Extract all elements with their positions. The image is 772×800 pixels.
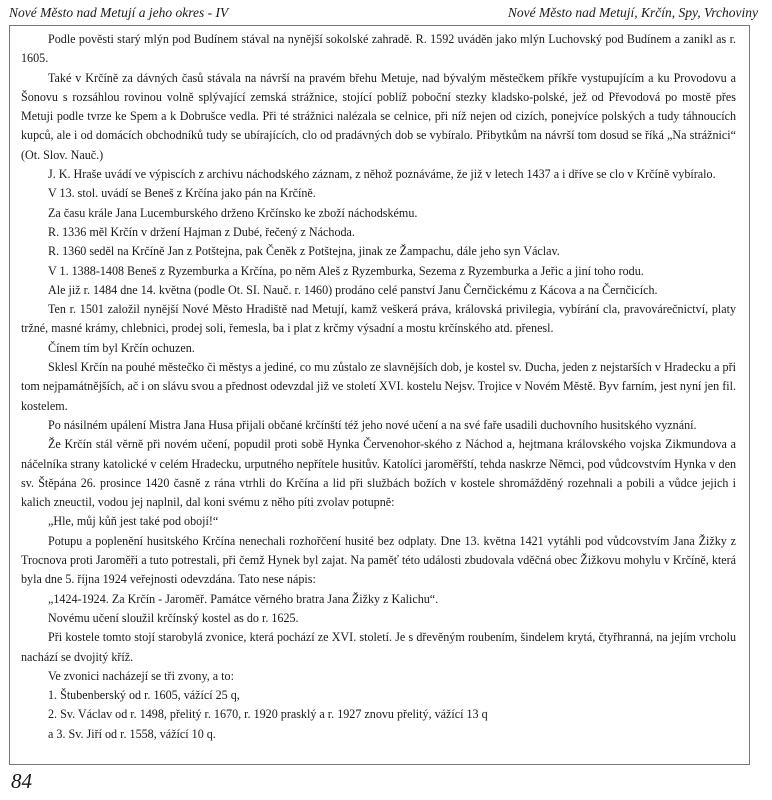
paragraph: R. 1336 měl Krčín v držení Hajman z Dubé, řečený z Náchoda.: [48, 224, 355, 239]
paragraph: Potupu a poplenění husitského Krčína nenechali rozhořčení husité bez odplaty. Dne 13. května 1421 vytáhli pod vůdcovstvím Jana Žižky z Trocnova proti Jaroměři a tuto potrestali, při čemž Hynek byl zajat. Na paměť této události zbudovala vděčná obec Žižkovu mohylu v Krčíně, která byla dne 5. října 1924 veřejnosti odevzdána. Tato nese nápis:: [21, 533, 736, 587]
paragraph: Ve zvonici nacházejí se tři zvony, a to:: [48, 668, 234, 683]
paragraph: Také v Krčíně za dávných časů stávala na návrší na pravém břehu Metuje, nad bývalým městečkem příkře vystupujícím a ku Provodovu a Šonovu s rozsáhlou rovinou volně splývající zemská strážnice, stojící poblíž poboční stezky kladsko-polské, jež od Převodová po mostě přes Metuji podle tvrze ke Spem a k Dobrušce vedla. Při té strážnici nalézala se celnice, při níž nejen od cizích, ponejvíce polských a tudy táhnoucích kupců, ale i od domácích obchodníků tudy se ubírajících, clo od pradávných dob se vybíralo. Přibytkům na návrší tom dosud se říká „Na strážnici“ (Ot. Slov. Nauč.): [21, 70, 736, 162]
list-item: 1. Štubenberský od r. 1605, vážící 25 q,: [48, 688, 240, 703]
paragraph: R. 1360 seděl na Krčíně Jan z Potštejna, pak Čeněk z Potštejna, jinak ze Žampachu, dále jeho syn Václav.: [48, 244, 560, 259]
paragraph: J. K. Hraše uvádí ve výpiscích z archivu náchodského záznam, z něhož poznáváme, že již v letech 1437 a i dříve se clo v Krčíně vybíralo.: [48, 167, 716, 182]
body-text: [21, 30, 736, 744]
list-item: 2. Sv. Václav od r. 1498, přelitý r. 1670, r. 1920 prasklý a r. 1927 znovu přelitý, vážící 13 q: [48, 707, 488, 722]
paragraph: Po násilném upálení Mistra Jana Husa přijali občané krčínští též jeho nové učení a na své faře usadili duchovního husitského vyznání.: [48, 417, 697, 432]
page-number: 84: [11, 769, 32, 793]
paragraph: Čínem tím byl Krčín ochuzen.: [48, 340, 195, 355]
inscription: „1424-1924. Za Krčín - Jaroměř. Památce věrného bratra Jana Žižky z Kalichu“.: [48, 591, 439, 606]
paragraph: Novému učení sloužil krčínský kostel as do r. 1625.: [48, 610, 299, 625]
paragraph: Za času krále Jana Lucemburského drženo Krčínsko ke zboží náchodskému.: [48, 205, 418, 220]
paragraph: Při kostele tomto stojí starobylá zvonice, která pochází ze XVI. století. Je s dřevěným roubením, šindelem krytá, čtyřhranná, na jejím vrcholu nachází se dvojitý kříž.: [21, 630, 736, 664]
running-head-right: Nové Město nad Metují, Krčín, Spy, Vrchoviny: [507, 5, 758, 20]
paragraph: V 1. 1388-1408 Beneš z Ryzemburka a Krčína, po něm Aleš z Ryzemburka, Sezema z Ryzemburka a Jeřic a jiní toho rodu.: [48, 263, 644, 278]
paragraph: V 13. stol. uvádí se Beneš z Krčína jako pán na Krčíně.: [48, 186, 316, 201]
paragraph: Ten r. 1501 založil nynější Nové Město Hradiště nad Metují, kamž veškerá práva, královská privilegia, vybírání cla, pravovárečnictví, platy tržné, masné krámy, chlebnici, prodej soli, řemesla, ba i plat z krčmy výsadní a mostu krčínského atd. přenesl.: [21, 302, 736, 336]
paragraph: Ale již r. 1484 dne 14. května (podle Ot. SI. Nauč. r. 1460) prodáno celé panství Janu Černčickému z Kácova a na Černčicích.: [48, 282, 658, 297]
quotation: „Hle, můj kůň jest také pod obojí!“: [48, 514, 219, 529]
list-item: a 3. Sv. Jiří od r. 1558, vážící 10 q.: [48, 726, 216, 741]
running-head-left: Nové Město nad Metují a jeho okres - IV: [9, 5, 229, 20]
paragraph: Sklesl Krčín na pouhé městečko či městys a jediné, co mu zůstalo ze slavnějších dob, je kostel sv. Ducha, jeden z nejstarších v Hradecku a při tom nejpamátnějších, ač i on slávu svou a přednost odevzdal již ve století XVI. kostelu Nejsv. Trojice v Novém Městě. Byv farním, jest nyní jen fil. kostelem.: [21, 360, 736, 413]
paragraph: Podle pověsti starý mlýn pod Budínem stával na nynější sokolské zahradě. R. 1592 uváděn jako mlýn Luchovský pod Budínem a zanikl as r. 1605.: [21, 32, 736, 66]
running-head: [9, 4, 758, 22]
paragraph: Že Krčín stál věrně při novém učení, popudil proti sobě Hynka Červenohor-ského z Náchod a, hejtmana královského vojska Zikmundova a náčelníka strany katolické v celém Hradecku, urputného nepřítele husitův. Katolíci jaroměřští, tehda naskrze Němci, pod vůdcovstvím Hynka v den sv. Štěpána 26. prosince 1420 časně z rána vtrhli do Krčína a lid při službách božích v kostele shromážděný rozehnali a pobili a vůdce jejich i kalich zneuctil, vodou jej naplnil, dal koni svému z něho píti zvolav potupně:: [21, 437, 736, 510]
